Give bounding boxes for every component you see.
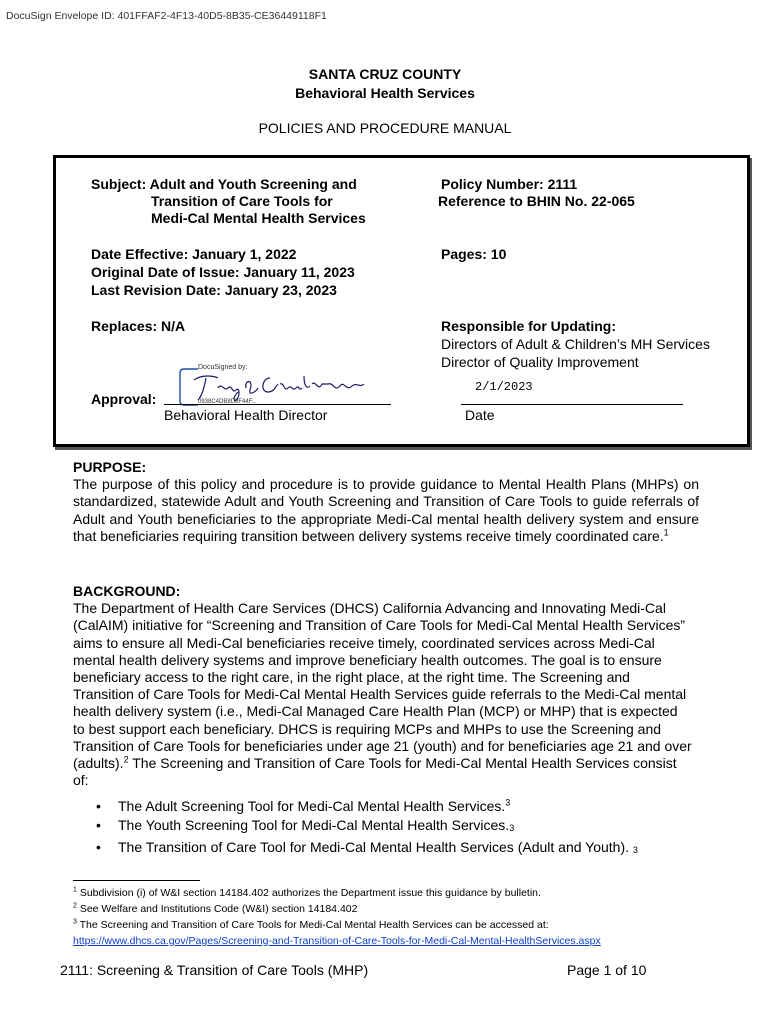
- manual-title: POLICIES AND PROCEDURE MANUAL: [258, 120, 512, 136]
- subject-line-3: Medi-Cal Mental Health Services: [151, 210, 366, 226]
- footnote-ref-1[interactable]: 1: [663, 527, 669, 538]
- docusign-envelope-id: DocuSign Envelope ID: 401FFAF2-4F13-40D5-8B35-CE36449118F1: [6, 10, 327, 22]
- list-item-text: The Adult Screening Tool for Medi-Cal Mental Health Services.: [118, 798, 506, 814]
- footnote-ref-3[interactable]: 3: [505, 797, 511, 808]
- signed-date: 2/1/2023: [475, 380, 533, 394]
- subject-line-2: Transition of Care Tools for: [151, 193, 333, 209]
- background-heading: BACKGROUND:: [73, 583, 181, 599]
- footnote-text: Subdivision (i) of W&I section 14184.402 authorizes the Department issue this guidance by bulletin.: [79, 887, 541, 899]
- background-section: [73, 583, 693, 789]
- subject-line-1: Subject: Adult and Youth Screening and: [91, 176, 357, 192]
- footnote-1: [73, 886, 541, 901]
- policy-number: Policy Number: 2111: [441, 176, 578, 192]
- screening-tools-list: [73, 797, 638, 860]
- policy-info-box: [53, 155, 750, 447]
- list-item: [73, 797, 638, 816]
- screening-tools-link[interactable]: https://www.dhcs.ca.gov/Pages/Screening-and-Transition-of-Care-Tools-for-Medi-Cal-Mental-HealthServices.aspx: [73, 935, 601, 947]
- footer-page-number: Page 1 of 10: [567, 962, 647, 978]
- page-count: Pages: 10: [441, 246, 507, 262]
- purpose-text: [73, 476, 699, 545]
- county-title: SANTA CRUZ COUNTY: [308, 66, 462, 82]
- signer-title: Behavioral Health Director: [164, 407, 328, 423]
- footnote-number: 1: [73, 886, 77, 894]
- responsible-qi-director: Director of Quality Improvement: [441, 354, 639, 370]
- bhin-reference: Reference to BHIN No. 22-065: [438, 193, 635, 209]
- signature-line: [164, 404, 391, 405]
- bullet-icon: •: [96, 817, 101, 833]
- list-item: [73, 838, 638, 860]
- responsible-label: Responsible for Updating:: [441, 318, 616, 334]
- date-line: [461, 404, 683, 405]
- original-date-of-issue: Original Date of Issue: January 11, 2023: [91, 264, 355, 280]
- purpose-paragraph: The purpose of this policy and procedure is to provide guidance to Mental Health Plans (MHPs) on standardized, statewide Adult and Youth Screening and Transition of Care Tools to guide referrals of Adult and Youth beneficiaries to the appropriate Medi-Cal mental health delivery system and ensure that beneficiaries requiring transition between delivery systems receive timely coordinated care.: [73, 476, 699, 544]
- footnote-2: [73, 902, 357, 917]
- footnote-number: 3: [73, 918, 77, 926]
- bullet-icon: •: [96, 839, 101, 855]
- last-revision-date: Last Revision Date: January 23, 2023: [91, 282, 337, 298]
- list-item-text: The Transition of Care Tool for Medi-Cal Mental Health Services (Adult and Youth).: [118, 839, 633, 855]
- department-title: Behavioral Health Services: [295, 85, 475, 101]
- footnote-link-row: [73, 934, 601, 949]
- footnote-ref-2[interactable]: 2: [123, 754, 129, 765]
- background-text: [73, 600, 693, 789]
- footer-policy-title: 2111: Screening & Transition of Care Tools (MHP): [60, 962, 369, 978]
- footnote-ref-3[interactable]: 3: [509, 823, 515, 833]
- footnote-divider: [73, 880, 200, 881]
- docusigned-by-label: DocuSigned by:: [198, 364, 248, 371]
- footnote-text: The Screening and Transition of Care Tools for Medi-Cal Mental Health Services can be accessed at:: [79, 919, 549, 931]
- background-paragraph-2: The Screening and Transition of Care Tools for Medi-Cal Mental Health Services consist of:: [73, 755, 677, 789]
- purpose-section: [73, 459, 699, 545]
- approval-label: Approval:: [91, 391, 157, 407]
- purpose-heading: PURPOSE:: [73, 459, 147, 475]
- date-effective: Date Effective: January 1, 2022: [91, 246, 297, 262]
- background-paragraph-1: The Department of Health Care Services (DHCS) California Advancing and Innovating Medi-Cal (CalAIM) initiative for “Screening and Transition of Care Tools for Medi-Cal Mental Health Services” aims to ensure all Medi-Cal beneficiaries receive timely, coordinated services across Medi-Cal mental health delivery systems and improve beneficiary health outcomes. The goal is to ensure beneficiary access to the right care, in the right place, at the right time. The Screening and Transition of Care Tools for Medi-Cal Mental Health Services guide referrals to the Medi-Cal mental health delivery system (i.e., Medi-Cal Managed Care Health Plan (MCP) or MHP) that is expected to best support each beneficiary. DHCS is requiring MCPs and MHPs to use the Screening and Transition of Care Tools for beneficiaries under age 21 (youth) and for beneficiaries age 21 and over (adults).: [73, 600, 692, 772]
- footnote-text: See Welfare and Institutions Code (W&I) section 14184.402: [79, 903, 358, 915]
- bullet-icon: •: [96, 798, 101, 814]
- footnote-ref-3[interactable]: 3: [632, 845, 638, 855]
- footnote-3: [73, 918, 549, 933]
- signature-id: 0938C4DB8D8F44F...: [198, 399, 257, 405]
- list-item: [73, 816, 638, 838]
- footnote-number: 2: [73, 902, 77, 910]
- date-label: Date: [465, 407, 495, 423]
- responsible-directors: Directors of Adult & Children’s MH Services: [441, 336, 710, 352]
- list-item-text: The Youth Screening Tool for Medi-Cal Mental Health Services.: [118, 817, 510, 833]
- replaces: Replaces: N/A: [91, 318, 186, 334]
